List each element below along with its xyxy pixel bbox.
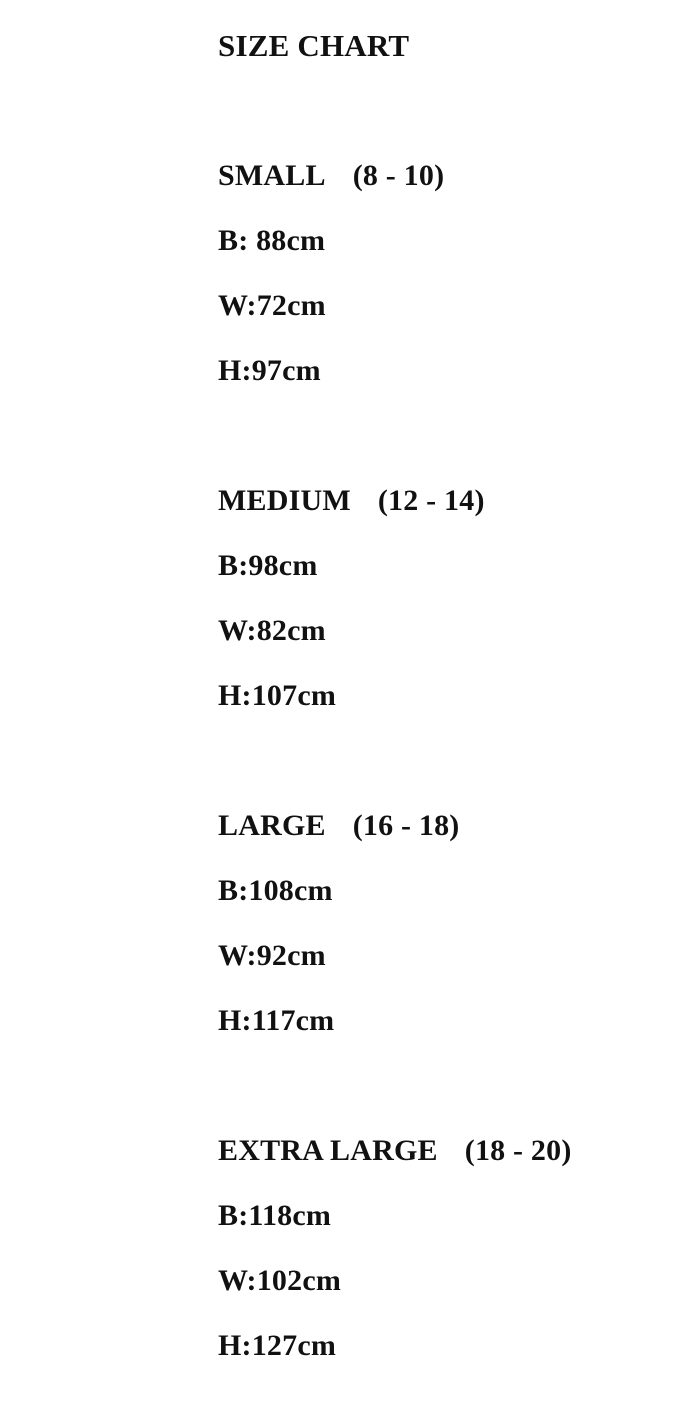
size-section-large <box>218 793 674 1053</box>
measurement-bust: B:108cm <box>218 873 333 907</box>
size-section-header <box>218 143 674 208</box>
measurement-waist: W:72cm <box>218 288 326 322</box>
section-spacer <box>218 403 674 468</box>
spacer-after-title <box>218 78 674 143</box>
measurement-hip: H:117cm <box>218 1003 335 1037</box>
size-range: (12 - 14) <box>377 483 485 517</box>
size-name: MEDIUM <box>218 483 351 517</box>
page-title: SIZE CHART <box>218 27 410 63</box>
size-range: (8 - 10) <box>352 158 445 192</box>
size-section-extra-large <box>218 1118 674 1378</box>
measurement-bust: B:98cm <box>218 548 318 582</box>
size-name: EXTRA LARGE <box>218 1133 438 1167</box>
size-name: LARGE <box>218 808 326 842</box>
measurement-waist: W:92cm <box>218 938 326 972</box>
size-section-medium <box>218 468 674 728</box>
section-spacer <box>218 1053 674 1118</box>
size-section-header <box>218 793 674 858</box>
measurement-hip: H:127cm <box>218 1328 337 1362</box>
measurement-waist: W:82cm <box>218 613 326 647</box>
size-range: (16 - 18) <box>352 808 460 842</box>
size-section-header <box>218 1118 674 1183</box>
section-spacer <box>218 728 674 793</box>
measurement-bust: B: 88cm <box>218 223 326 257</box>
size-name: SMALL <box>218 158 326 192</box>
size-section-header <box>218 468 674 533</box>
measurement-hip: H:97cm <box>218 353 321 387</box>
size-section-small <box>218 143 674 403</box>
measurement-hip: H:107cm <box>218 678 337 712</box>
size-range: (18 - 20) <box>464 1133 572 1167</box>
measurement-bust: B:118cm <box>218 1198 332 1232</box>
measurement-waist: W:102cm <box>218 1263 342 1297</box>
